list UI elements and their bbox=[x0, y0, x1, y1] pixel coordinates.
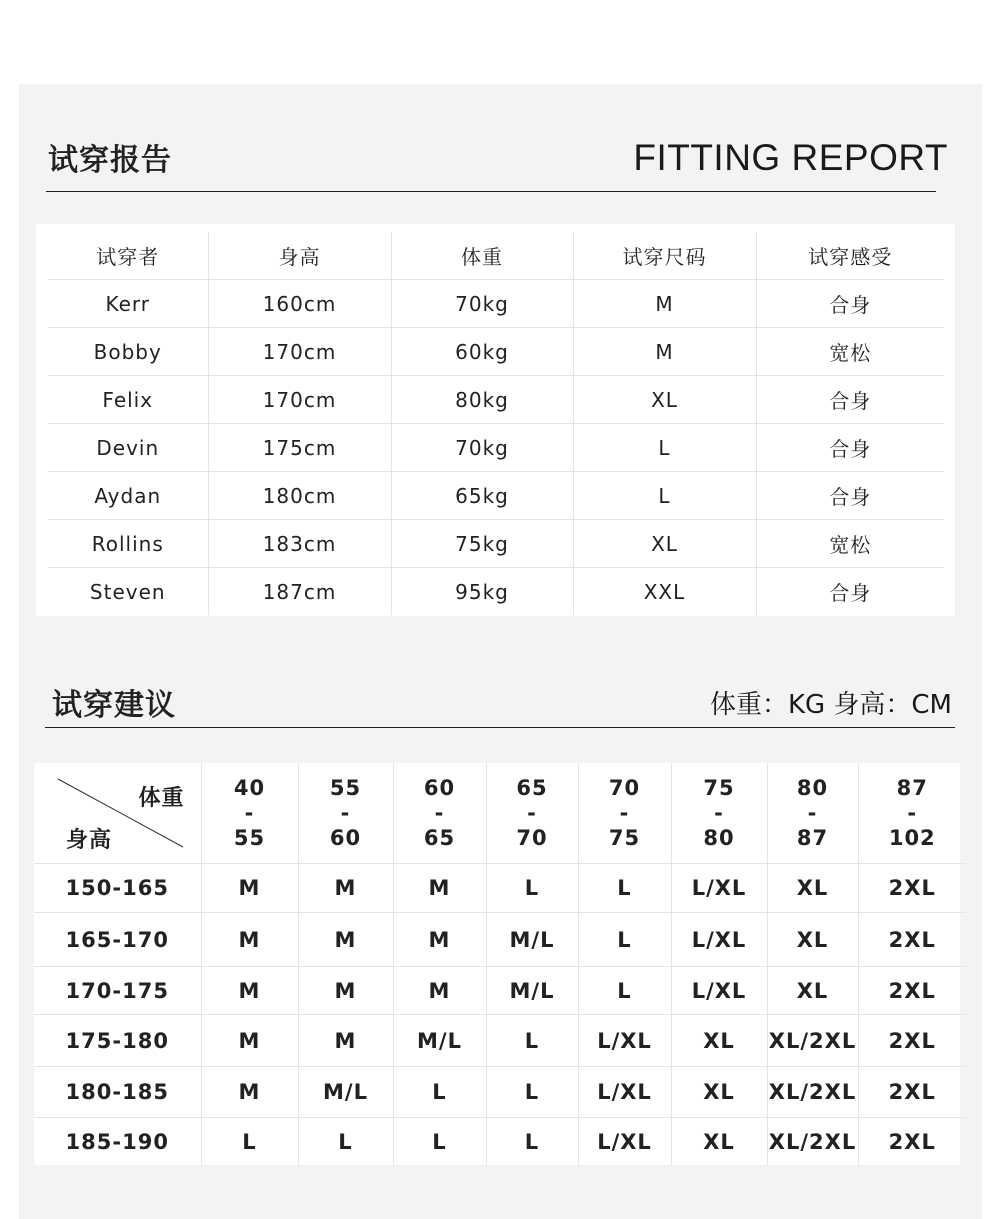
size-cell: M bbox=[201, 1067, 298, 1118]
size-cell: XL/2XL bbox=[767, 1067, 858, 1118]
tester-name: Bobby bbox=[48, 328, 208, 376]
height-row bbox=[34, 967, 966, 1015]
size-cell: XL bbox=[671, 1067, 767, 1118]
tester-height: 175cm bbox=[208, 424, 391, 472]
report-header-tester: 试穿者 bbox=[48, 232, 208, 280]
report-row bbox=[48, 328, 944, 376]
size-cell: L bbox=[486, 1015, 578, 1067]
report-row bbox=[48, 472, 944, 520]
weight-header-row bbox=[34, 763, 966, 864]
weight-range-low: 40 bbox=[233, 775, 266, 800]
height-row bbox=[34, 1015, 966, 1067]
tester-name: Aydan bbox=[48, 472, 208, 520]
diagonal-divider bbox=[34, 763, 200, 863]
report-header-weight: 体重 bbox=[391, 232, 573, 280]
tester-height: 183cm bbox=[208, 520, 391, 568]
suggestion-title-cn: 试穿建议 bbox=[52, 688, 176, 723]
weight-range-high: 87 bbox=[796, 825, 829, 850]
size-cell: 2XL bbox=[858, 913, 966, 967]
size-suggestion-table bbox=[34, 763, 960, 1165]
size-cell: 2XL bbox=[858, 1118, 966, 1166]
size-cell: L bbox=[578, 864, 671, 913]
tester-size: L bbox=[573, 424, 756, 472]
tester-name: Devin bbox=[48, 424, 208, 472]
weight-range-high: 75 bbox=[608, 825, 641, 850]
size-cell: L bbox=[578, 913, 671, 967]
tester-height: 170cm bbox=[208, 376, 391, 424]
size-cell: L bbox=[578, 967, 671, 1015]
corner-weight-label: 体重 bbox=[138, 786, 185, 811]
report-header-feel: 试穿感受 bbox=[756, 232, 944, 280]
size-cell: XL bbox=[767, 913, 858, 967]
size-cell: M/L bbox=[393, 1015, 486, 1067]
suggestion-divider bbox=[45, 727, 955, 728]
size-cell: M bbox=[393, 967, 486, 1015]
tester-weight: 80kg bbox=[391, 376, 573, 424]
size-cell: M bbox=[201, 967, 298, 1015]
weight-range-dash: - bbox=[434, 800, 445, 825]
size-cell: 2XL bbox=[858, 1067, 966, 1118]
tester-size: XL bbox=[573, 376, 756, 424]
report-row bbox=[48, 424, 944, 472]
height-row bbox=[34, 1067, 966, 1118]
report-row bbox=[48, 520, 944, 568]
tester-height: 187cm bbox=[208, 568, 391, 616]
size-cell: 2XL bbox=[858, 967, 966, 1015]
report-divider bbox=[46, 191, 936, 192]
weight-range-dash: - bbox=[527, 800, 537, 825]
size-cell: M/L bbox=[486, 913, 578, 967]
tester-size: L bbox=[573, 472, 756, 520]
height-row bbox=[34, 1118, 966, 1166]
report-row bbox=[48, 280, 944, 328]
height-range: 165-170 bbox=[34, 913, 201, 967]
tester-feel: 合身 bbox=[756, 568, 944, 616]
tester-height: 180cm bbox=[208, 472, 391, 520]
weight-range-dash: - bbox=[714, 800, 724, 825]
height-row bbox=[34, 864, 966, 913]
height-range: 175-180 bbox=[34, 1015, 201, 1067]
report-title-cn: 试穿报告 bbox=[48, 143, 172, 178]
weight-range-low: 55 bbox=[329, 775, 362, 800]
size-cell: M bbox=[298, 967, 393, 1015]
weight-range-header bbox=[858, 763, 966, 864]
tester-feel: 宽松 bbox=[756, 520, 944, 568]
weight-range-high: 55 bbox=[233, 825, 266, 850]
size-cell: XL bbox=[767, 967, 858, 1015]
weight-range-dash: - bbox=[619, 800, 630, 825]
weight-range-low: 80 bbox=[796, 775, 829, 800]
size-cell: XL/2XL bbox=[767, 1118, 858, 1166]
tester-weight: 70kg bbox=[391, 424, 573, 472]
tester-weight: 75kg bbox=[391, 520, 573, 568]
corner-height-label: 身高 bbox=[66, 828, 113, 853]
tester-name: Steven bbox=[89, 579, 166, 604]
weight-range-low: 65 bbox=[516, 775, 548, 800]
weight-range-high: 80 bbox=[703, 825, 735, 850]
size-cell: M bbox=[393, 913, 486, 967]
tester-size: XXL bbox=[573, 568, 756, 616]
tester-height: 160cm bbox=[208, 280, 391, 328]
corner-cell bbox=[34, 763, 201, 864]
size-cell: M bbox=[298, 913, 393, 967]
size-cell: XL bbox=[671, 1015, 767, 1067]
tester-weight: 65kg bbox=[391, 472, 573, 520]
weight-range-high: 60 bbox=[329, 825, 362, 850]
tester-weight: 95kg bbox=[391, 568, 573, 616]
tester-weight: 60kg bbox=[391, 328, 573, 376]
tester-size: M bbox=[573, 280, 756, 328]
size-cell: M/L bbox=[486, 967, 578, 1015]
tester-feel: 合身 bbox=[756, 376, 944, 424]
size-cell: M bbox=[393, 864, 486, 913]
height-range: 150-165 bbox=[34, 864, 201, 913]
size-cell: M bbox=[201, 913, 298, 967]
size-cell: L/XL bbox=[578, 1015, 671, 1067]
size-cell: M bbox=[298, 1015, 393, 1067]
weight-range-high: 65 bbox=[423, 825, 456, 850]
size-cell: L/XL bbox=[671, 967, 767, 1015]
size-cell: L bbox=[201, 1118, 298, 1166]
weight-range-header bbox=[201, 763, 298, 864]
tester-name: Kerr bbox=[48, 280, 208, 328]
tester-size: XL bbox=[573, 520, 756, 568]
size-cell: L bbox=[393, 1067, 486, 1118]
weight-range-header bbox=[671, 763, 767, 864]
weight-range-low: 75 bbox=[703, 775, 735, 800]
weight-range-low: 87 bbox=[896, 775, 928, 800]
tester-size: M bbox=[573, 328, 756, 376]
report-row bbox=[48, 568, 944, 616]
weight-range-header bbox=[393, 763, 486, 864]
height-range: 180-185 bbox=[34, 1067, 201, 1118]
size-cell: L/XL bbox=[578, 1118, 671, 1166]
report-header-height: 身高 bbox=[208, 232, 391, 280]
size-cell: XL/2XL bbox=[767, 1015, 858, 1067]
size-cell: M bbox=[201, 1015, 298, 1067]
tester-name: Felix bbox=[48, 376, 208, 424]
weight-range-dash: - bbox=[340, 800, 351, 825]
size-cell: L bbox=[486, 1118, 578, 1166]
weight-range-header bbox=[486, 763, 578, 864]
size-cell: M bbox=[201, 864, 298, 913]
weight-range-header bbox=[578, 763, 671, 864]
height-range: 185-190 bbox=[65, 1129, 169, 1154]
height-range: 170-175 bbox=[34, 967, 201, 1015]
tester-name: Rollins bbox=[48, 520, 208, 568]
height-row bbox=[34, 913, 966, 967]
unit-legend: 体重：KG 身高：CM bbox=[709, 690, 952, 720]
tester-feel: 合身 bbox=[756, 280, 944, 328]
weight-range-dash: - bbox=[244, 800, 255, 825]
tester-feel: 合身 bbox=[756, 472, 944, 520]
size-cell: L/XL bbox=[578, 1067, 671, 1118]
report-row bbox=[48, 376, 944, 424]
size-cell: L/XL bbox=[671, 913, 767, 967]
size-cell: XL bbox=[671, 1118, 767, 1166]
weight-range-dash: - bbox=[807, 800, 818, 825]
size-cell: M/L bbox=[298, 1067, 393, 1118]
size-cell: L bbox=[486, 1067, 578, 1118]
size-cell: 2XL bbox=[858, 864, 966, 913]
report-header-row bbox=[48, 232, 944, 280]
size-cell: M bbox=[298, 864, 393, 913]
size-cell: L/XL bbox=[671, 864, 767, 913]
size-cell: L bbox=[298, 1118, 393, 1166]
report-header-size: 试穿尺码 bbox=[573, 232, 756, 280]
size-cell: L bbox=[393, 1118, 486, 1166]
weight-range-low: 70 bbox=[608, 775, 641, 800]
tester-feel: 宽松 bbox=[756, 328, 944, 376]
size-cell: XL bbox=[767, 864, 858, 913]
weight-range-low: 60 bbox=[423, 775, 456, 800]
tester-height: 170cm bbox=[208, 328, 391, 376]
weight-range-dash: - bbox=[907, 800, 918, 825]
report-title-en: FITTING REPORT bbox=[633, 137, 948, 178]
weight-range-header bbox=[298, 763, 393, 864]
weight-range-high: 102 bbox=[888, 825, 936, 850]
tester-feel: 合身 bbox=[756, 424, 944, 472]
weight-range-high: 70 bbox=[516, 825, 548, 850]
size-cell: 2XL bbox=[858, 1015, 966, 1067]
tester-weight: 70kg bbox=[391, 280, 573, 328]
weight-range-header bbox=[767, 763, 858, 864]
fitting-report-table bbox=[36, 224, 955, 616]
size-cell: L bbox=[486, 864, 578, 913]
